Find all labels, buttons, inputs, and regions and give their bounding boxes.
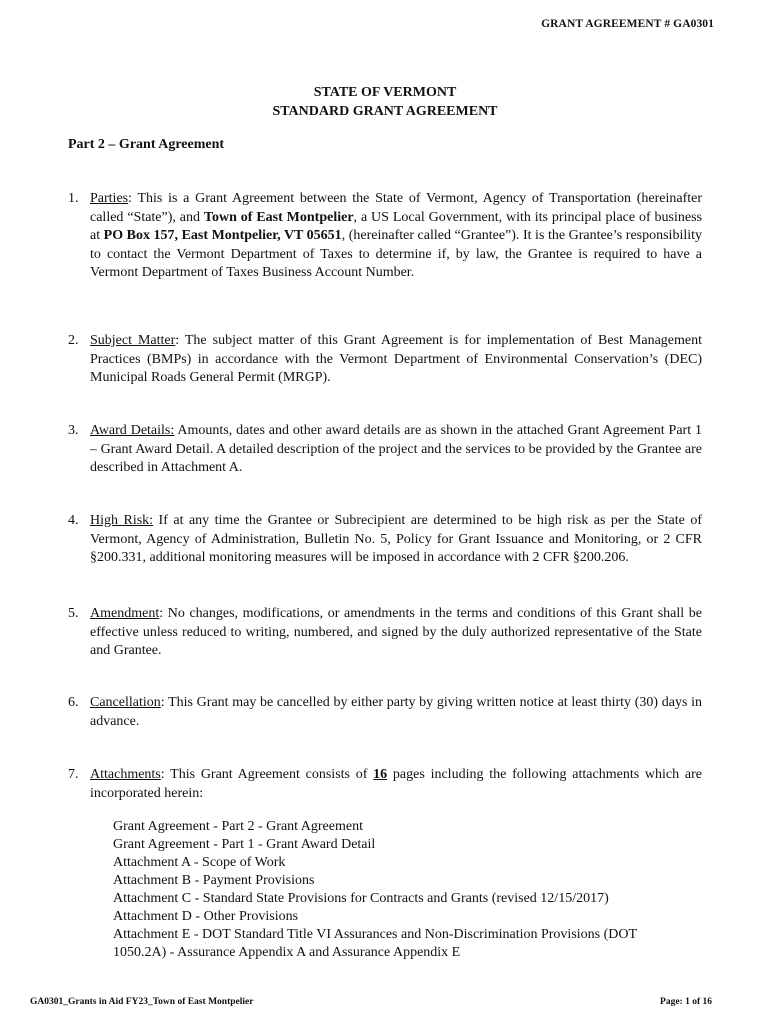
section-number: 7. bbox=[68, 767, 79, 782]
section-number: 4. bbox=[68, 513, 79, 528]
section-body bbox=[90, 605, 702, 661]
section-body bbox=[90, 512, 702, 568]
attachment-item: Attachment D - Other Provisions bbox=[113, 909, 299, 924]
section-high-risk bbox=[68, 512, 702, 568]
section-number: 2. bbox=[68, 333, 79, 348]
section-text: Amounts, dates and other award details are as shown in the attached Grant Agreement Part 1 – Grant Award Detail. A detailed description of the project and the services to be provided by the Grantee are described in Attachment A. bbox=[90, 423, 703, 475]
section-amendment bbox=[68, 605, 702, 661]
attachment-item: Attachment C - Standard State Provisions for Contracts and Grants (revised 12/15/2017) bbox=[113, 891, 609, 906]
section-award-details bbox=[68, 422, 702, 478]
attachment-list bbox=[113, 818, 713, 962]
attachment-item: Grant Agreement - Part 2 - Grant Agreement bbox=[113, 819, 363, 834]
section-body bbox=[90, 766, 702, 803]
grantee-address: PO Box 157, East Montpelier, VT 05651 bbox=[103, 228, 342, 243]
section-parties bbox=[68, 190, 702, 283]
section-heading: Attachments bbox=[90, 767, 161, 782]
section-heading: Subject Matter bbox=[90, 333, 176, 348]
section-text: : This Grant Agreement consists of bbox=[160, 767, 374, 782]
section-number: 5. bbox=[68, 606, 79, 621]
section-text: pages including the following attachments which are incorporated herein: bbox=[90, 767, 702, 801]
attachment-item: 1050.2A) - Assurance Appendix A and Assurance Appendix E bbox=[113, 945, 461, 960]
footer-page-number: Page: 1 of 16 bbox=[660, 997, 712, 1007]
section-body bbox=[90, 190, 702, 283]
section-heading: Award Details: bbox=[90, 423, 175, 438]
section-subject-matter bbox=[68, 332, 702, 388]
attachment-item: Grant Agreement - Part 1 - Grant Award Detail bbox=[113, 837, 376, 852]
section-text: , a US Local Government, with its principal place of business at bbox=[90, 209, 702, 243]
section-number: 6. bbox=[68, 695, 79, 710]
section-text: , (hereinafter called “Grantee”). It is the Grantee’s responsibility to contact the Vermont Department of Taxes to determine if, by law, the Grantee is required to have a Vermont Department of Taxes Business Account Number. bbox=[90, 228, 702, 280]
attachment-item: Attachment B - Payment Provisions bbox=[113, 873, 315, 888]
section-heading: Cancellation bbox=[90, 695, 161, 710]
document-title bbox=[0, 83, 770, 121]
section-heading: Amendment bbox=[90, 606, 160, 621]
footer-document-id: GA0301_Grants in Aid FY23_Town of East Montpelier bbox=[30, 997, 254, 1007]
title-line-agreement: STANDARD GRANT AGREEMENT bbox=[272, 104, 498, 119]
section-text: : No changes, modifications, or amendments in the terms and conditions of this Grant shall be effective unless reduced to writing, numbered, and signed by the duly authorized representative of the State and Grantee. bbox=[90, 606, 702, 658]
section-text: If at any time the Grantee or Subrecipient are determined to be high risk as per the State of Vermont, Agency of Administration, Bulletin No. 5, Policy for Grant Issuance and Monitoring, or 2 CFR §200.331, additional monitoring measures will be imposed in accordance with 2 CFR §200.206. bbox=[90, 513, 702, 565]
attachment-item: Attachment A - Scope of Work bbox=[113, 855, 286, 870]
section-heading: Parties bbox=[90, 191, 129, 206]
title-line-state: STATE OF VERMONT bbox=[313, 85, 457, 100]
section-body bbox=[90, 332, 702, 388]
part-heading: Part 2 – Grant Agreement bbox=[68, 137, 225, 152]
grant-agreement-number: GRANT AGREEMENT # GA0301 bbox=[541, 18, 714, 30]
section-number: 3. bbox=[68, 423, 79, 438]
page-count: 16 bbox=[373, 767, 388, 782]
attachment-item: Attachment E - DOT Standard Title VI Assurances and Non-Discrimination Provisions (DOT bbox=[113, 927, 638, 942]
section-text: : The subject matter of this Grant Agreement is for implementation of Best Management Practices (BMPs) in accordance with the Vermont Department of Environmental Conservation’s (DEC) Municipal Roads General Permit (MRGP). bbox=[90, 333, 703, 385]
section-body bbox=[90, 694, 702, 731]
section-body bbox=[90, 422, 702, 478]
section-cancellation bbox=[68, 694, 702, 731]
section-attachments bbox=[68, 766, 702, 803]
section-text: : This is a Grant Agreement between the State of Vermont, Agency of Transportation (hereinafter called “State”), and bbox=[90, 191, 702, 225]
section-text: : This Grant may be cancelled by either party by giving written notice at least thirty (30) days in advance. bbox=[90, 695, 702, 729]
section-heading: High Risk: bbox=[90, 513, 154, 528]
section-number: 1. bbox=[68, 191, 79, 206]
grantee-name: Town of East Montpelier bbox=[203, 209, 354, 225]
